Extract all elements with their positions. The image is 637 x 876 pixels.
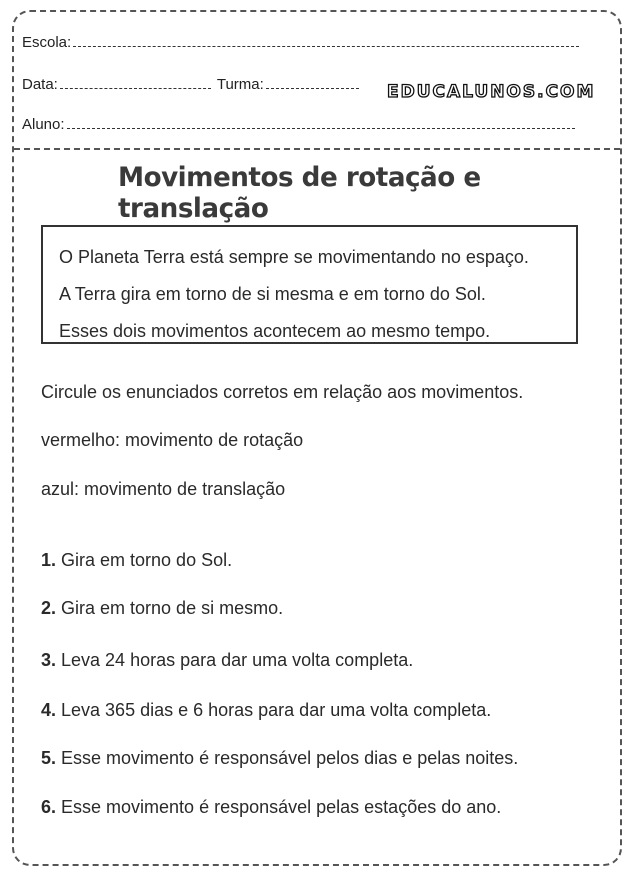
class-label: Turma: [216,76,264,93]
school-label: Escola: [22,34,72,51]
item-number: 6. [41,797,57,817]
item-text: Gira em torno do Sol. [61,550,233,570]
intro-line: O Planeta Terra está sempre se movimentando no espaço. [59,247,529,267]
date-row [22,76,359,93]
instruction-text: Circule os enunciados corretos em relação aos movimentos. [41,382,524,402]
statement-item[interactable] [41,748,518,769]
statement-item[interactable] [41,797,501,818]
statement-item[interactable] [41,700,491,721]
student-row [22,116,575,133]
date-label: Data: [22,76,58,93]
brand-logo: EDUCALUNOS.COM [387,82,596,102]
item-number: 4. [41,700,57,720]
blue-key: azul: movimento de translação [41,479,286,499]
item-number: 3. [41,650,57,670]
student-field[interactable] [67,127,575,129]
item-text: Gira em torno de si mesmo. [61,598,284,618]
class-field[interactable] [266,87,359,89]
red-key: vermelho: movimento de rotação [41,430,304,450]
item-text: Leva 365 dias e 6 horas para dar uma volta completa. [61,700,492,720]
item-text: Leva 24 horas para dar uma volta completa. [61,650,414,670]
school-field[interactable] [73,45,579,47]
intro-line: Esses dois movimentos acontecem ao mesmo tempo. [59,321,491,341]
statement-item[interactable] [41,598,283,619]
date-field[interactable] [60,87,211,89]
item-text: Esse movimento é responsável pelas estações do ano. [61,797,502,817]
student-label: Aluno: [22,116,65,133]
item-text: Esse movimento é responsável pelos dias e pelas noites. [61,748,519,768]
school-row [22,34,579,51]
statement-item[interactable] [41,550,232,571]
item-number: 5. [41,748,57,768]
page-title: Movimentos de rotação e translação [118,162,481,224]
statement-item[interactable] [41,650,413,671]
header-divider [14,148,620,150]
item-number: 2. [41,598,57,618]
intro-line: A Terra gira em torno de si mesma e em torno do Sol. [59,284,486,304]
intro-box [41,225,578,344]
item-number: 1. [41,550,57,570]
